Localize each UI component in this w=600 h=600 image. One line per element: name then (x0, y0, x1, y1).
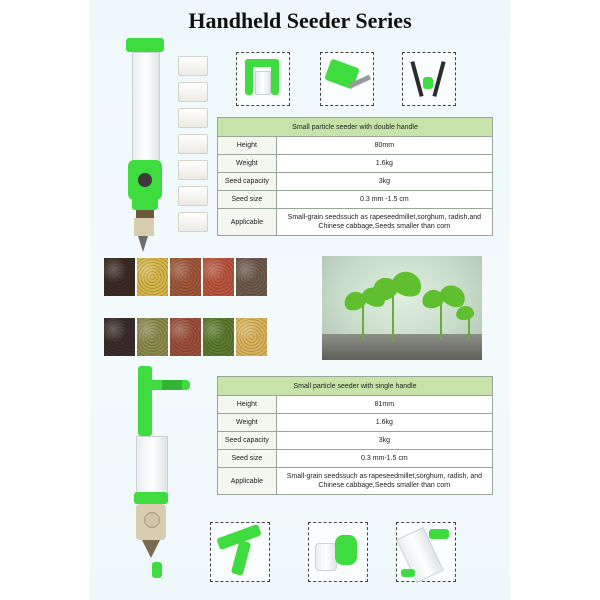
seed-swatch (104, 318, 135, 356)
seed-swatch (236, 258, 267, 296)
foam-pad (178, 186, 208, 206)
table-row: Seed size 0.3 mm-1.5 cm (218, 450, 493, 468)
double-handle-spec-table (217, 117, 493, 236)
table-header: Small particle seeder with single handle (218, 377, 493, 396)
foam-pad (178, 108, 208, 128)
single-handle-spec-table (217, 376, 493, 495)
table-row: Applicable Small-grain seedssuch as rapeseedmillet,sorghum, radish, and Chinese cabbage,Seeds smaller than corn (218, 468, 493, 495)
table-row: Seed capacity 3kg (218, 173, 493, 191)
table-row: Weight 1.6kg (218, 155, 493, 173)
foam-pad (178, 134, 208, 154)
seedling-photo (322, 256, 482, 360)
seed-swatch (203, 318, 234, 356)
seed-swatch (104, 258, 135, 296)
page-title: Handheld Seeder Series (188, 8, 412, 33)
table-row: Weight 1.6kg (218, 414, 493, 432)
foam-pad (178, 82, 208, 102)
table-row: Height 80mm (218, 137, 493, 155)
tube-closeup-thumbnail (396, 522, 456, 582)
foam-pad (178, 212, 208, 232)
nozzle-closeup-thumbnail (320, 52, 374, 106)
table-header: Small particle seeder with double handle (218, 118, 493, 137)
handle-closeup-thumbnail (236, 52, 290, 106)
seed-swatch (203, 258, 234, 296)
seed-swatch (137, 318, 168, 356)
tip-closeup-thumbnail (402, 52, 456, 106)
cap-closeup-thumbnail (308, 522, 368, 582)
seed-swatch (236, 318, 267, 356)
single-handle-seeder-image (132, 366, 202, 580)
table-row: Height 81mm (218, 396, 493, 414)
seed-swatch (170, 258, 201, 296)
double-handle-seeder-image (122, 38, 172, 253)
grip-closeup-thumbnail (210, 522, 270, 582)
foam-pad (178, 160, 208, 180)
table-row: Applicable Small-grain seedssuch as rapeseedmillet,sorghum, radish,and Chinese cabbage,Seeds smaller than corn (218, 209, 493, 236)
foam-pad (178, 56, 208, 76)
seed-swatch (170, 318, 201, 356)
table-row: Seed capacity 3kg (218, 432, 493, 450)
table-row: Seed size 0.3 mm -1.5 cm (218, 191, 493, 209)
product-sheet (90, 0, 510, 600)
seed-swatch (137, 258, 168, 296)
